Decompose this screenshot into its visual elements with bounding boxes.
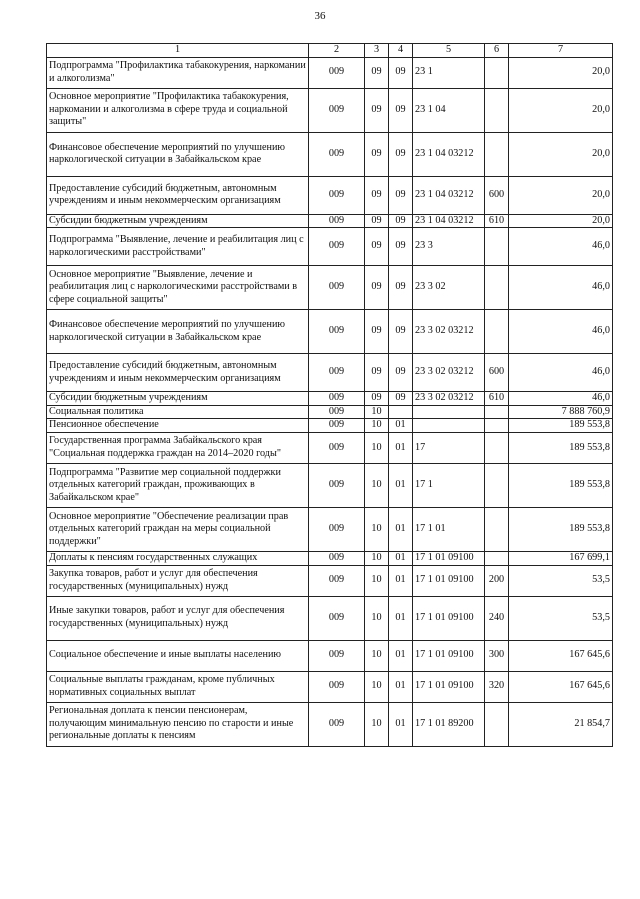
cell-subsection: 09: [389, 354, 413, 392]
cell-name: Региональная доплата к пенсии пенсионерам, получающим минимальную пенсию по старости и иные региональные доплаты к пенсиям: [47, 702, 309, 746]
cell-target: [413, 419, 485, 433]
cell-type: [485, 551, 509, 565]
cell-name: Предоставление субсидий бюджетным, автономным учреждениям и иным некоммерческим организациям: [47, 354, 309, 392]
cell-type: 320: [485, 671, 509, 702]
table-row: [47, 419, 613, 433]
table-row: [47, 702, 613, 746]
cell-type: [485, 463, 509, 507]
table-row: [47, 405, 613, 419]
cell-type: 610: [485, 214, 509, 228]
table-row: [47, 214, 613, 228]
cell-subsection: 09: [389, 214, 413, 228]
cell-name: Основное мероприятие "Выявление, лечение и реабилитация лиц с наркологическими расстройствами в сфере социальной защиты": [47, 266, 309, 310]
cell-type: [485, 132, 509, 176]
table-row: [47, 266, 613, 310]
cell-target: 17 1: [413, 463, 485, 507]
cell-ministry: 009: [309, 565, 365, 596]
cell-amount: 21 854,7: [509, 702, 613, 746]
cell-name: Финансовое обеспечение мероприятий по улучшению наркологической ситуации в Забайкальском крае: [47, 132, 309, 176]
cell-ministry: 009: [309, 419, 365, 433]
cell-type: [485, 88, 509, 132]
cell-type: [485, 57, 509, 88]
col-header-amount: 7: [509, 44, 613, 58]
cell-section: 09: [365, 266, 389, 310]
cell-target: 23 1: [413, 57, 485, 88]
cell-amount: 20,0: [509, 176, 613, 214]
cell-type: [485, 405, 509, 419]
cell-target: 23 1 04 03212: [413, 132, 485, 176]
table-row: [47, 354, 613, 392]
cell-ministry: 009: [309, 266, 365, 310]
cell-section: 09: [365, 228, 389, 266]
cell-name: Закупка товаров, работ и услуг для обеспечения государственных (муниципальных) нужд: [47, 565, 309, 596]
cell-amount: 189 553,8: [509, 463, 613, 507]
cell-type: 600: [485, 354, 509, 392]
cell-subsection: 09: [389, 176, 413, 214]
cell-name: Основное мероприятие "Обеспечение реализации прав отдельных категорий граждан на меры социальной поддержки": [47, 507, 309, 551]
cell-name: Социальные выплаты гражданам, кроме публичных нормативных социальных выплат: [47, 671, 309, 702]
cell-ministry: 009: [309, 392, 365, 406]
cell-subsection: 01: [389, 640, 413, 671]
cell-target: 17 1 01 09100: [413, 596, 485, 640]
cell-target: 23 1 04 03212: [413, 176, 485, 214]
cell-name: Социальная политика: [47, 405, 309, 419]
cell-section: 10: [365, 463, 389, 507]
cell-target: 17 1 01 09100: [413, 551, 485, 565]
cell-name: Основное мероприятие "Профилактика табакокурения, наркомании и алкоголизма в сфере труда и социальной защиты": [47, 88, 309, 132]
cell-type: [485, 432, 509, 463]
cell-type: [485, 228, 509, 266]
table-row: [47, 565, 613, 596]
cell-ministry: 009: [309, 596, 365, 640]
cell-amount: 46,0: [509, 392, 613, 406]
table-row: [47, 463, 613, 507]
cell-type: [485, 266, 509, 310]
cell-ministry: 009: [309, 551, 365, 565]
cell-section: 09: [365, 310, 389, 354]
col-header-ministry: 2: [309, 44, 365, 58]
cell-target: 17: [413, 432, 485, 463]
cell-ministry: 009: [309, 57, 365, 88]
cell-section: 10: [365, 419, 389, 433]
cell-name: Подпрограмма "Профилактика табакокурения, наркомании и алкоголизма": [47, 57, 309, 88]
cell-subsection: 01: [389, 596, 413, 640]
cell-name: Доплаты к пенсиям государственных служащих: [47, 551, 309, 565]
cell-amount: 46,0: [509, 266, 613, 310]
cell-ministry: 009: [309, 88, 365, 132]
cell-ministry: 009: [309, 507, 365, 551]
cell-amount: 167 645,6: [509, 640, 613, 671]
table-body: [47, 57, 613, 746]
table-row: [47, 228, 613, 266]
cell-ministry: 009: [309, 640, 365, 671]
table-row: [47, 432, 613, 463]
cell-type: 240: [485, 596, 509, 640]
cell-type: 200: [485, 565, 509, 596]
table-row: [47, 507, 613, 551]
cell-amount: 167 699,1: [509, 551, 613, 565]
cell-target: 17 1 01: [413, 507, 485, 551]
cell-section: 10: [365, 596, 389, 640]
cell-section: 09: [365, 354, 389, 392]
cell-section: 09: [365, 132, 389, 176]
cell-target: 17 1 01 09100: [413, 565, 485, 596]
cell-ministry: 009: [309, 702, 365, 746]
cell-name: Пенсионное обеспечение: [47, 419, 309, 433]
cell-section: 10: [365, 640, 389, 671]
header-row: [47, 44, 613, 58]
table-row: [47, 392, 613, 406]
cell-section: 10: [365, 565, 389, 596]
cell-section: 10: [365, 432, 389, 463]
cell-ministry: 009: [309, 463, 365, 507]
cell-subsection: 01: [389, 507, 413, 551]
table-row: [47, 176, 613, 214]
cell-ministry: 009: [309, 176, 365, 214]
cell-name: Социальное обеспечение и иные выплаты населению: [47, 640, 309, 671]
cell-name: Подпрограмма "Развитие мер социальной поддержки отдельных категорий граждан, проживающих в Забайкальском крае": [47, 463, 309, 507]
cell-type: 600: [485, 176, 509, 214]
cell-amount: 20,0: [509, 132, 613, 176]
table-row: [47, 132, 613, 176]
budget-table: [46, 43, 613, 747]
cell-amount: 20,0: [509, 214, 613, 228]
cell-name: Субсидии бюджетным учреждениям: [47, 214, 309, 228]
table-row: [47, 57, 613, 88]
cell-ministry: 009: [309, 405, 365, 419]
cell-target: 23 1 04 03212: [413, 214, 485, 228]
cell-target: 23 3 02 03212: [413, 392, 485, 406]
cell-section: 09: [365, 176, 389, 214]
cell-amount: 46,0: [509, 228, 613, 266]
cell-ministry: 009: [309, 432, 365, 463]
cell-section: 10: [365, 405, 389, 419]
table-row: [47, 310, 613, 354]
cell-target: 17 1 01 09100: [413, 671, 485, 702]
cell-section: 09: [365, 214, 389, 228]
cell-amount: 189 553,8: [509, 507, 613, 551]
cell-type: [485, 310, 509, 354]
cell-section: 09: [365, 57, 389, 88]
cell-section: 10: [365, 671, 389, 702]
cell-subsection: 09: [389, 266, 413, 310]
cell-subsection: 09: [389, 392, 413, 406]
cell-subsection: 09: [389, 310, 413, 354]
cell-target: [413, 405, 485, 419]
cell-subsection: 01: [389, 551, 413, 565]
cell-section: 10: [365, 507, 389, 551]
cell-subsection: 01: [389, 432, 413, 463]
cell-subsection: 09: [389, 57, 413, 88]
cell-subsection: 09: [389, 88, 413, 132]
cell-subsection: 09: [389, 228, 413, 266]
cell-name: Субсидии бюджетным учреждениям: [47, 392, 309, 406]
cell-type: [485, 702, 509, 746]
cell-target: 23 3: [413, 228, 485, 266]
col-header-section: 3: [365, 44, 389, 58]
cell-section: 09: [365, 392, 389, 406]
cell-type: 610: [485, 392, 509, 406]
cell-amount: 20,0: [509, 57, 613, 88]
cell-name: Предоставление субсидий бюджетным, автономным учреждениям и иным некоммерческим организациям: [47, 176, 309, 214]
cell-ministry: 009: [309, 310, 365, 354]
cell-name: Подпрограмма "Выявление, лечение и реабилитация лиц с наркологическими расстройствами": [47, 228, 309, 266]
cell-subsection: 01: [389, 565, 413, 596]
cell-amount: 53,5: [509, 596, 613, 640]
cell-name: Иные закупки товаров, работ и услуг для обеспечения государственных (муниципальных) нужд: [47, 596, 309, 640]
cell-amount: 189 553,8: [509, 419, 613, 433]
page-number: 36: [314, 10, 326, 22]
cell-type: [485, 507, 509, 551]
cell-target: 17 1 01 09100: [413, 640, 485, 671]
cell-subsection: 01: [389, 671, 413, 702]
cell-subsection: [389, 405, 413, 419]
cell-subsection: 09: [389, 132, 413, 176]
cell-subsection: 01: [389, 419, 413, 433]
cell-amount: 20,0: [509, 88, 613, 132]
cell-section: 10: [365, 702, 389, 746]
cell-amount: 46,0: [509, 310, 613, 354]
cell-ministry: 009: [309, 671, 365, 702]
cell-target: 23 1 04: [413, 88, 485, 132]
table-row: [47, 551, 613, 565]
cell-target: 23 3 02: [413, 266, 485, 310]
cell-section: 09: [365, 88, 389, 132]
col-header-name: 1: [47, 44, 309, 58]
cell-ministry: 009: [309, 214, 365, 228]
cell-section: 10: [365, 551, 389, 565]
cell-amount: 7 888 760,9: [509, 405, 613, 419]
cell-target: 17 1 01 89200: [413, 702, 485, 746]
cell-type: 300: [485, 640, 509, 671]
cell-type: [485, 419, 509, 433]
cell-amount: 46,0: [509, 354, 613, 392]
cell-subsection: 01: [389, 702, 413, 746]
table-row: [47, 88, 613, 132]
table-row: [47, 596, 613, 640]
cell-target: 23 3 02 03212: [413, 310, 485, 354]
cell-amount: 167 645,6: [509, 671, 613, 702]
cell-ministry: 009: [309, 354, 365, 392]
cell-ministry: 009: [309, 228, 365, 266]
cell-subsection: 01: [389, 463, 413, 507]
cell-amount: 189 553,8: [509, 432, 613, 463]
cell-amount: 53,5: [509, 565, 613, 596]
cell-name: Финансовое обеспечение мероприятий по улучшению наркологической ситуации в Забайкальском крае: [47, 310, 309, 354]
col-header-subsection: 4: [389, 44, 413, 58]
col-header-type: 6: [485, 44, 509, 58]
table-row: [47, 640, 613, 671]
cell-ministry: 009: [309, 132, 365, 176]
table-row: [47, 671, 613, 702]
cell-name: Государственная программа Забайкальского края "Социальная поддержка граждан на 2014–2020 годы": [47, 432, 309, 463]
col-header-target: 5: [413, 44, 485, 58]
cell-target: 23 3 02 03212: [413, 354, 485, 392]
